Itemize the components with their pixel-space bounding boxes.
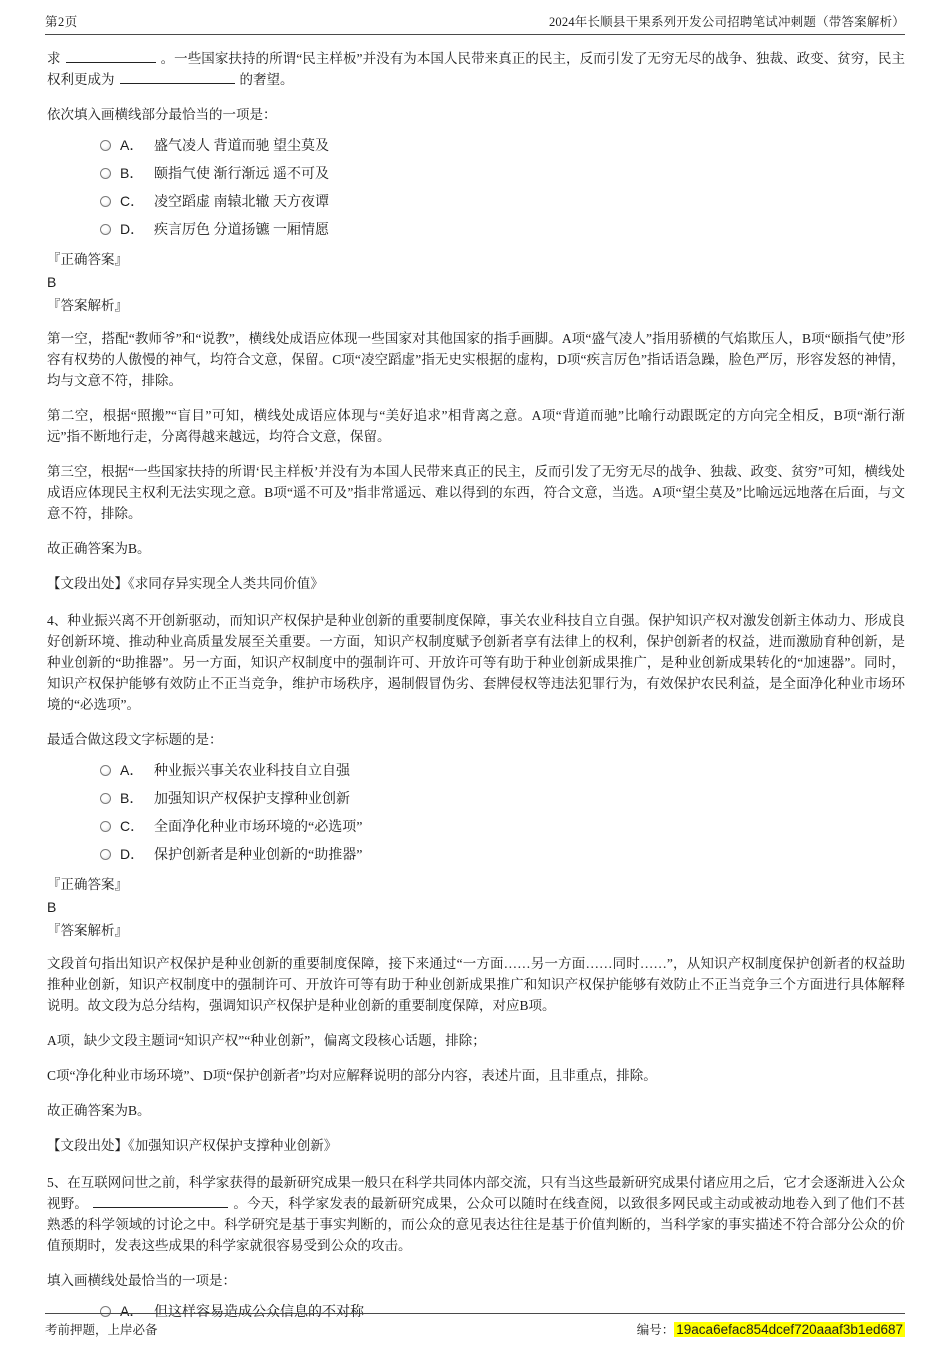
q3-stem-text-1: 求 <box>47 51 61 66</box>
q5-stem <box>47 1172 905 1256</box>
page-header <box>45 12 905 35</box>
document-title: 2024年长顺县干果系列开发公司招聘笔试冲刺题（带答案解析） <box>548 15 905 29</box>
q4-option-c[interactable] <box>47 812 905 840</box>
q3-correct-answer-label: 『正确答案』 <box>47 252 128 267</box>
serial-label: 编号： <box>636 1323 675 1337</box>
radio-button[interactable] <box>100 765 111 776</box>
option-letter: C． <box>120 818 145 834</box>
option-text: 颐指气使 渐行渐远 遥不可及 <box>154 167 329 182</box>
q3-source: 【文段出处】《求同存异实现全人类共同价值》 <box>47 576 324 591</box>
q3-options <box>47 131 905 243</box>
option-text: 凌空蹈虚 南辕北辙 天方夜谭 <box>154 195 329 210</box>
q3-analysis-paragraph: 第二空，根据“照搬”“盲目”可知，横线处成语应体现与“美好追求”相背离之意。A项“背道而驰”比喻行动跟既定的方向完全相反，B项“渐行渐远”指不断地行走，分离得越来越远，均符合文意，保留。 <box>47 408 905 444</box>
q4-options <box>47 756 905 868</box>
q3-option-c[interactable] <box>47 187 905 215</box>
blank-underline <box>93 1195 228 1208</box>
option-letter: C． <box>120 193 145 209</box>
q3-conclusion: 故正确答案为B。 <box>47 541 151 556</box>
radio-button[interactable] <box>100 168 111 179</box>
q4-analysis-paragraph: C项“净化种业市场环境”、D项“保护创新者”均对应解释说明的部分内容，表述片面，且非重点，排除。 <box>47 1068 657 1083</box>
q3-stem-text-3: 的奢望。 <box>239 72 294 87</box>
q3-stem <box>47 48 905 90</box>
option-text: 但这样容易造成公众信息的不对称 <box>154 1305 364 1320</box>
option-letter: D． <box>120 846 145 862</box>
q4-correct-answer-label: 『正确答案』 <box>47 877 128 892</box>
q4-option-d[interactable] <box>47 840 905 868</box>
option-text: 疾言厉色 分道扬镳 一厢情愿 <box>154 223 329 238</box>
q3-analysis-paragraph: 第一空，搭配“教师爷”和“说教”，横线处成语应体现一些国家对其他国家的指手画脚。A项“盛气凌人”指用骄横的气焰欺压人，B项“颐指气使”形容有权势的人傲慢的神气，均符合文意，保留。C项“凌空蹈虚”指无史实根据的虚构，D项“疾言厉色”指话语急躁，脸色严厉，形容发怒的神情，均与文意不符，排除。 <box>47 331 905 388</box>
q5-stem-text-1: 5、在互联网问世之前，科学家获得的最新研究成果一般只在科学共同体内部交流，只有当这些最新研究成果付诸应用之后，它才会逐渐进入公众视野。 <box>47 1175 905 1211</box>
option-text: 种业振兴事关农业科技自立自强 <box>154 764 350 779</box>
q3-correct-answer: B <box>47 274 57 290</box>
q4-prompt: 最适合做这段文字标题的是： <box>47 732 223 747</box>
q4-stem: 4、种业振兴离不开创新驱动，而知识产权保护是种业创新的重要制度保障，事关农业科技自立自强。保护知识产权对激发创新主体动力、形成良好创新环境、推动种业高质量发展至关重要。一方面，知识产权制度赋予创新者享有法律上的权利，保护创新者的权益，进而激励育种创新，是种业创新的“助推器”。另一方面，知识产权制度中的强制许可、开放许可等有助于种业创新成果推广，是种业创新成果转化的“加速器”。同时，知识产权保护能够有效防止不正当竞争，维护市场秩序，遏制假冒伪劣、套牌侵权等违法犯罪行为，有效保护农民利益，是全面净化种业市场环境的“必选项”。 <box>47 613 905 712</box>
q3-analysis-label: 『答案解析』 <box>47 298 128 313</box>
page-footer <box>45 1313 905 1338</box>
blank-underline <box>66 50 156 63</box>
page-number: 第2页 <box>45 15 78 29</box>
serial-number <box>637 1320 905 1338</box>
radio-button[interactable] <box>100 849 111 860</box>
option-text: 全面净化种业市场环境的“必选项” <box>154 820 363 835</box>
serial-value-highlighted: 19aca6efac854dcef720aaaf3b1ed687 <box>676 1322 903 1337</box>
radio-button[interactable] <box>100 821 111 832</box>
option-letter: A． <box>120 762 144 778</box>
footer-slogan: 考前押题，上岸必备 <box>45 1323 158 1337</box>
q3-option-b[interactable] <box>47 159 905 187</box>
q3-stem-text-2: 。一些国家扶持的所谓“民主样板”并没有为本国人民带来真正的民主，反而引发了无穷无尽的战争、独裁、政变、贫穷，民主权利更成为 <box>47 51 905 87</box>
option-letter: A． <box>120 1303 144 1319</box>
q5-prompt: 填入画横线处最恰当的一项是： <box>47 1273 236 1288</box>
q5-stem-text-2: 。今天，科学家发表的最新研究成果，公众可以随时在线查阅，以致很多网民或主动或被动地卷入到了他们不甚熟悉的科学领域的讨论之中。科学研究是基于事实判断的，而公众的意见表达往往是基于价值判断的，当科学家的事实描述不符合部分公众的价值预期时，发表这些成果的科学家就很容易受到公众的攻击。 <box>47 1196 906 1253</box>
q4-analysis-paragraph: 文段首句指出知识产权保护是种业创新的重要制度保障，接下来通过“一方面……另一方面……同时……”，从知识产权制度保护创新者的权益助推种业创新，知识产权制度中的强制许可、开放许可等有助于种业创新成果推广和知识产权保护能够有效防止不正当竞争三个方面进行具体解释说明。故文段为总分结构，强调知识产权保护是种业创新的重要制度保障，对应B项。 <box>47 956 905 1013</box>
page-content <box>47 48 905 1331</box>
q3-option-d[interactable] <box>47 215 905 243</box>
radio-button[interactable] <box>100 224 111 235</box>
q4-source: 【文段出处】《加强知识产权保护支撑种业创新》 <box>47 1138 338 1153</box>
option-letter: B． <box>120 165 144 181</box>
q4-correct-answer: B <box>47 899 57 915</box>
option-letter: A． <box>120 137 144 153</box>
q4-analysis-paragraph: A项，缺少文段主题词“知识产权”“种业创新”，偏离文段核心话题，排除； <box>47 1033 486 1048</box>
option-text: 盛气凌人 背道而驰 望尘莫及 <box>154 139 329 154</box>
q3-option-a[interactable] <box>47 131 905 159</box>
option-text: 加强知识产权保护支撑种业创新 <box>154 792 350 807</box>
option-letter: D． <box>120 221 145 237</box>
option-text: 保护创新者是种业创新的“助推器” <box>154 848 363 863</box>
radio-button[interactable] <box>100 196 111 207</box>
option-letter: B． <box>120 790 144 806</box>
q4-option-b[interactable] <box>47 784 905 812</box>
q4-conclusion: 故正确答案为B。 <box>47 1103 151 1118</box>
radio-button[interactable] <box>100 140 111 151</box>
radio-button[interactable] <box>100 793 111 804</box>
q4-option-a[interactable] <box>47 756 905 784</box>
q3-prompt: 依次填入画横线部分最恰当的一项是： <box>47 107 277 122</box>
q4-analysis-label: 『答案解析』 <box>47 923 128 938</box>
q3-analysis-paragraph: 第三空，根据“一些国家扶持的所谓‘民主样板’并没有为本国人民带来真正的民主，反而引发了无穷无尽的战争、独裁、政变、贫穷”可知，横线处成语应体现民主权利无法实现之意。B项“遥不可及”指非常遥远、难以得到的东西，符合文意，当选。A项“望尘莫及”比喻远远地落在后面，与文意不符，排除。 <box>47 464 905 521</box>
blank-underline <box>120 71 235 84</box>
